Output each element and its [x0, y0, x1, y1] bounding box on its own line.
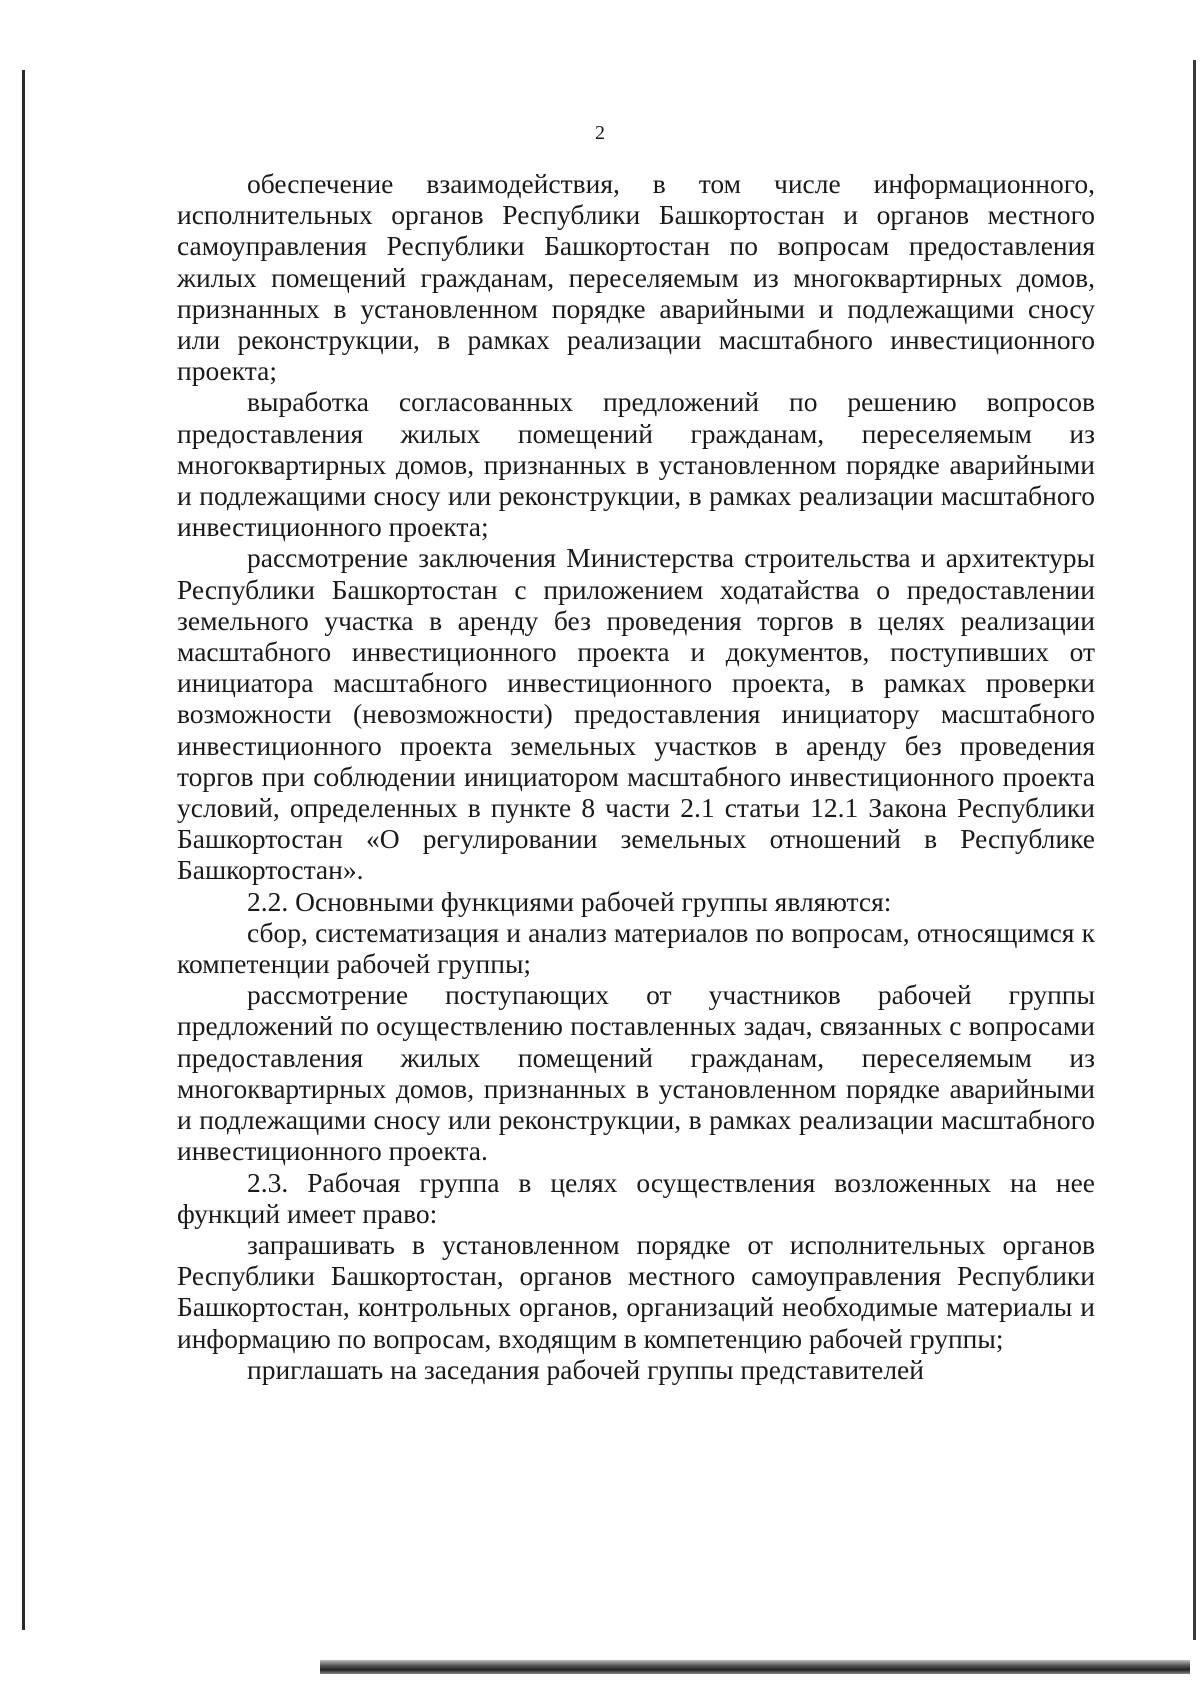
paragraph: сбор, систематизация и анализ материалов по вопросам, относящимся к компетенции рабочей группы;: [177, 916, 1095, 980]
paragraph: обеспечение взаимодействия, в том числе информационного, исполнительных органов Республики Башкортостан и органов местного самоуправления Республики Башкортостан по вопросам предоставления жилых помещений гражданам, переселяемым из многоквартирных домов, признанных в установленном порядке аварийными и подлежащими сносу или реконструкции, в рамках реализации масштабного инвестиционного проекта;: [177, 168, 1095, 387]
paragraph: приглашать на заседания рабочей группы представителей: [247, 1353, 924, 1385]
paragraph: выработка согласованных предложений по решению вопросов предоставления жилых помещений гражданам, переселяемым из многоквартирных домов, признанных в установленном порядке аварийными и подлежащими сносу или реконструкции, в рамках реализации масштабного инвестиционного проекта;: [177, 386, 1095, 543]
section-heading-2-3: 2.3. Рабочая группа в целях осуществления возложенных на нее функций имеет право:: [177, 1166, 1095, 1229]
paragraph: запрашивать в установленном порядке от исполнительных органов Республики Башкортостан, органов местного самоуправления Республики Башкортостан, контрольных органов, организаций необходимые материалы и информацию по вопросам, входящим в компетенцию рабочей группы;: [177, 1228, 1095, 1354]
section-heading-2-2: 2.2. Основными функциями рабочей группы являются:: [247, 885, 892, 917]
scan-border-left: [22, 70, 25, 1630]
document-body: [177, 168, 1095, 1385]
paragraph: рассмотрение заключения Министерства строительства и архитектуры Республики Башкортостан с приложением ходатайства о предоставлении земельного участка в аренду без проведения торгов в целях реализации масштабного инвестиционного проекта и документов, поступивших от инициатора масштабного инвестиционного проекта, в рамках проверки возможности (невозможности) предоставления инициатору масштабного инвестиционного проекта земельных участков в аренду без проведения торгов при соблюдении инициатором масштабного инвестиционного проекта условий, определенных в пункте 8 части 2.1 статьи 12.1 Закона Республики Башкортостан «О регулировании земельных отношений в Республике Башкортостан».: [177, 542, 1095, 886]
scan-border-bottom: [320, 1660, 1190, 1674]
paragraph: рассмотрение поступающих от участников рабочей группы предложений по осуществлению поставленных задач, связанных с вопросами предоставления жилых помещений гражданам, переселяемым из многоквартирных домов, признанных в установленном порядке аварийными и подлежащими сносу или реконструкции, в рамках реализации масштабного инвестиционного проекта.: [177, 979, 1095, 1167]
page-number: 2: [595, 122, 605, 144]
scan-border-right: [1193, 60, 1196, 1640]
